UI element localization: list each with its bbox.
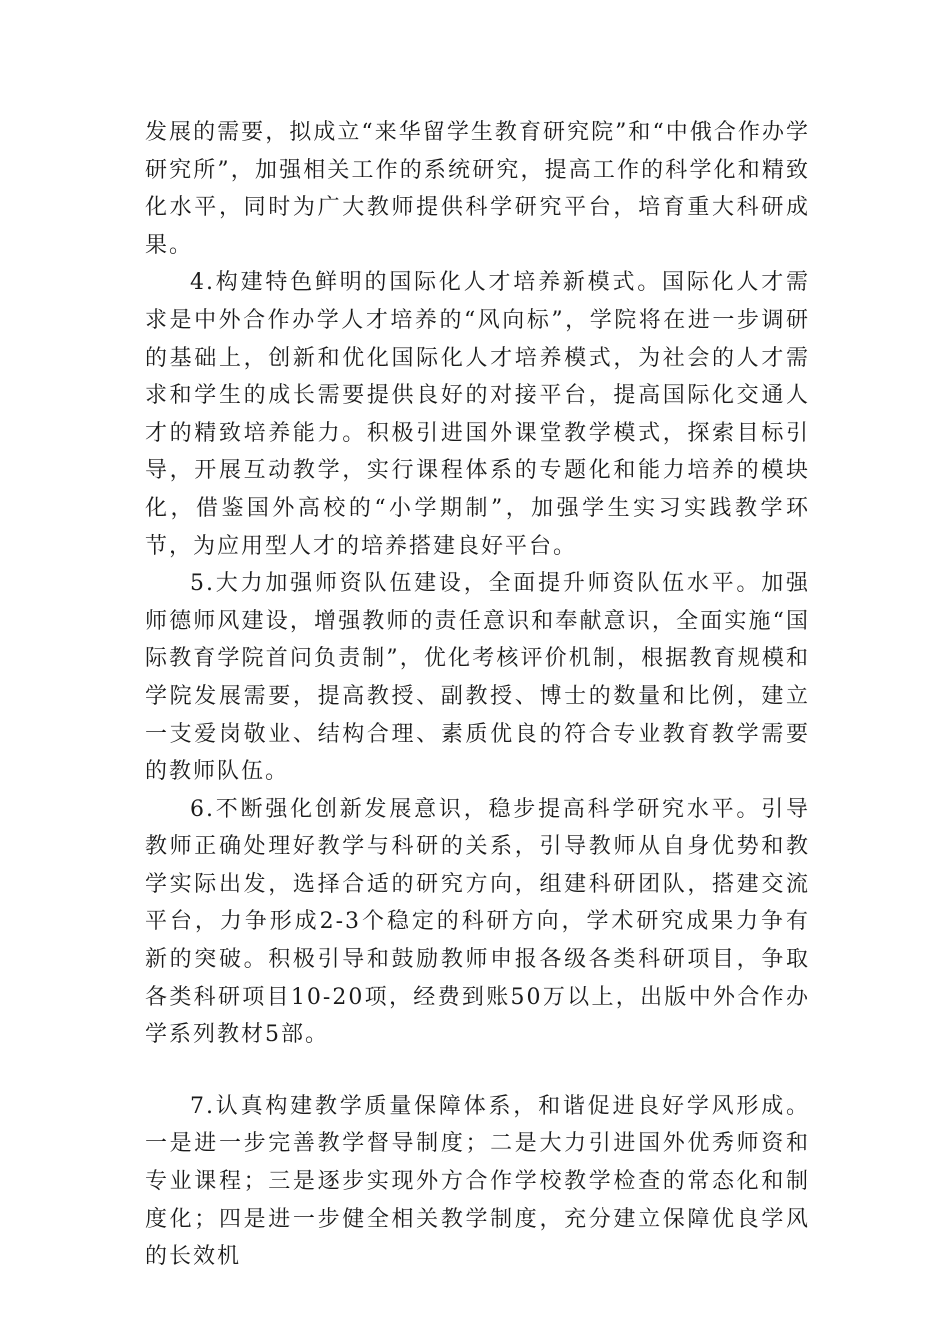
document-page bbox=[145, 114, 810, 1276]
paragraph-item-7: 7.认真构建教学质量保障体系，和谐促进良好学风形成。一是进一步完善教学督导制度；二是大力引进国外优秀师资和专业课程；三是逐步实现外方合作学校教学检查的常态化和制度化；四是进一步健全相关教学制度，充分建立保障优良学风的长效机 bbox=[145, 1093, 810, 1270]
paragraph-item-5: 5.大力加强师资队伍建设，全面提升师资队伍水平。加强师德师风建设，增强教师的责任意识和奉献意识，全面实施“国际教育学院首问负责制”，优化考核评价机制，根据教育规模和学院发展需要，提高教授、副教授、博士的数量和比例，建立一支爱岗敬业、结构合理、素质优良的符合专业教育教学需要的教师队伍。 bbox=[145, 571, 810, 785]
paragraph-continued: 发展的需要，拟成立“来华留学生教育研究院”和“中俄合作办学研究所”，加强相关工作的系统研究，提高工作的科学化和精致化水平，同时为广大教师提供科学研究平台，培育重大科研成果。 bbox=[145, 120, 810, 258]
paragraph-item-4: 4.构建特色鲜明的国际化人才培养新模式。国际化人才需求是中外合作办学人才培养的“风向标”，学院将在进一步调研的基础上，创新和优化国际化人才培养模式，为社会的人才需求和学生的成长需要提供良好的对接平台，提高国际化交通人才的精致培养能力。积极引进国外课堂教学模式，探索目标引导，开展互动教学，实行课程体系的专题化和能力培养的模块化，借鉴国外高校的“小学期制”，加强学生实习实践教学环节，为应用型人才的培养搭建良好平台。 bbox=[145, 270, 810, 559]
paragraph-item-6: 6.不断强化创新发展意识，稳步提高科学研究水平。引导教师正确处理好教学与科研的关系，引导教师从自身优势和教学实际出发，选择合适的研究方向，组建科研团队，搭建交流平台，力争形成2-3个稳定的科研方向，学术研究成果力争有新的突破。积极引导和鼓励教师申报各级各类科研项目，争取各类科研项目10-20项，经费到账50万以上，出版中外合作办学系列教材5部。 bbox=[145, 796, 810, 1048]
